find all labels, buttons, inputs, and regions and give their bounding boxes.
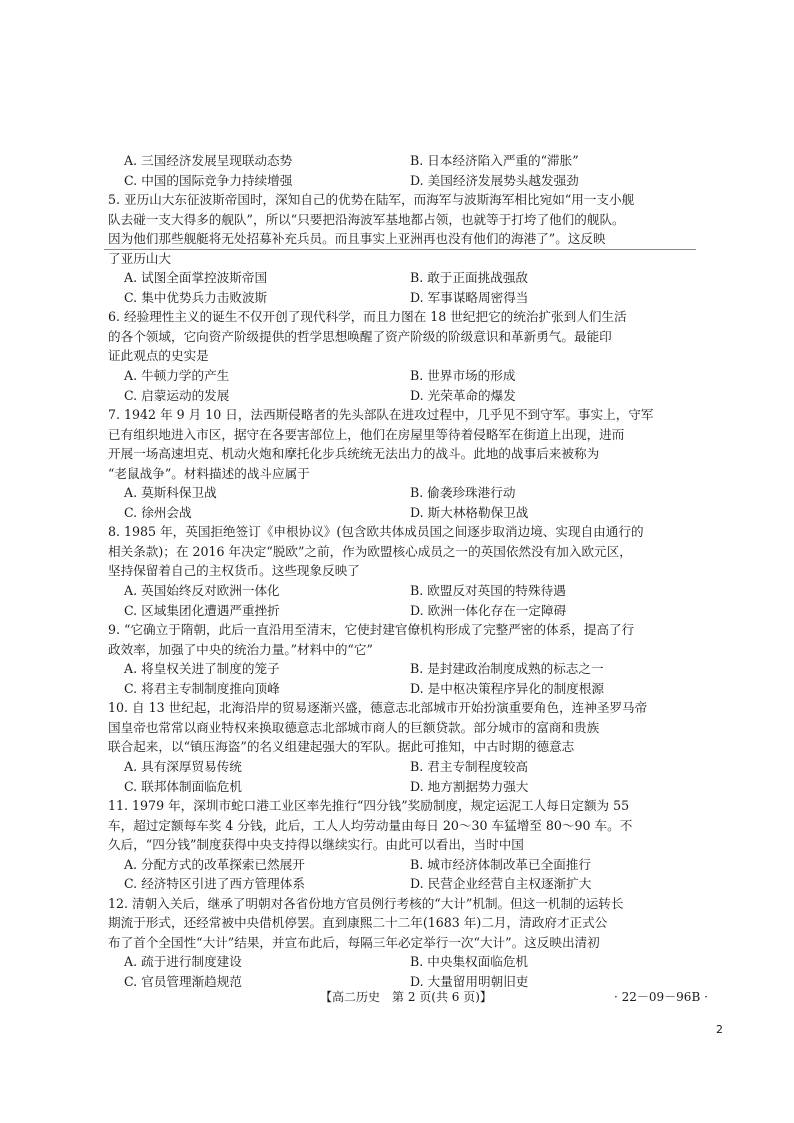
question-item — [108, 894, 692, 992]
question-content — [108, 151, 692, 992]
answer-option: B. 日本经济陷入严重的“滞胀” — [410, 153, 579, 168]
answer-option: D. 民营企业经营自主权逐渐扩大 — [410, 876, 592, 892]
question-item — [108, 307, 692, 405]
answer-option: A. 具有深厚贸易传统 — [124, 758, 242, 774]
question-stem-line: 队去碰一支大得多的舰队”，所以“只要把沿海波军基地都占领，也就等于打垮了他们的舰队。 — [108, 211, 625, 227]
question-stem-line: 开展一场高速坦克、机动火炮和摩托化步兵统统无法出力的战斗。此地的战事后来被称为 — [108, 446, 600, 462]
answer-option: D. 地方割据势力强大 — [410, 778, 529, 794]
footer-exam-code: · 22－09－96B · — [614, 990, 708, 1004]
question-stem-line: 的各个领域，它向资产阶级提供的哲学思想唤醒了资产阶级的阶级意识和革新勇气。最能印 — [108, 328, 612, 344]
answer-option: A. 英国始终反对欧洲一体化 — [124, 583, 280, 599]
answer-option: D. 美国经济发展势头越发强劲 — [410, 172, 579, 188]
footer-page-label: 【高二历史 第 2 页(共 6 页)】 — [320, 990, 492, 1004]
option-row — [108, 483, 692, 503]
answer-option: C. 区域集团化遭遇严重挫折 — [124, 602, 280, 618]
question-item — [108, 698, 692, 796]
question-stem-line: 5. 亚历山大东征波斯帝国时，深知自己的优势在陆军，而海军与波斯海军相比宛如“用一支小舰 — [108, 192, 635, 208]
answer-option: A. 分配方式的改革探索已然展开 — [124, 856, 305, 872]
answer-option: D. 大量留用明朝旧吏 — [410, 973, 529, 989]
option-row — [108, 581, 692, 601]
question-stem-line: 因为他们那些舰艇将无处招募补充兵员。而且事实上亚洲再也没有他们的海港了”。这反映 — [108, 231, 606, 247]
answer-option: C. 中国的国际竞争力持续增强 — [124, 172, 293, 188]
answer-option: C. 经济特区引进了西方管理体系 — [124, 876, 305, 892]
question-stem-line: 10. 自 13 世纪起，北海沿岸的贸易逐渐兴盛，德意志北部城市开始扮演重要角色，连神圣罗马帝 — [108, 700, 648, 716]
answer-option: A. 疏于进行制度建设 — [124, 954, 242, 970]
answer-option: B. 偷袭珍珠港行动 — [410, 485, 516, 501]
answer-option: C. 徐州会战 — [124, 504, 192, 520]
question-stem-line: 7. 1942 年 9 月 10 日，法西斯侵略者的先头部队在进攻过程中，几乎见不到守军。事实上，守军 — [108, 407, 654, 423]
question-item — [108, 190, 692, 307]
question-item — [108, 405, 692, 522]
option-row — [108, 874, 692, 894]
answer-option: A. 牛顿力学的产生 — [124, 368, 230, 384]
page-number: 2 — [716, 1023, 723, 1036]
answer-option: B. 中央集权面临危机 — [410, 954, 529, 970]
option-row — [108, 679, 692, 699]
answer-option: A. 试图全面掌控波斯帝国 — [124, 270, 268, 286]
question-item — [108, 796, 692, 894]
answer-option: C. 启蒙运动的发展 — [124, 387, 230, 403]
answer-option: A. 莫斯科保卫战 — [124, 485, 217, 501]
question-stem-line: 11. 1979 年，深圳市蛇口港工业区率先推行“四分钱”奖励制度，规定运泥工人每日定额为 55 — [108, 798, 630, 814]
question-item — [108, 522, 692, 620]
answer-option: C. 联邦体制面临危机 — [124, 778, 242, 794]
answer-option: B. 君主专制程度较高 — [410, 758, 529, 774]
answer-option: C. 将君主专制制度推向顶峰 — [124, 680, 280, 696]
question-stem-line: 6. 经验理性主义的诞生不仅开创了现代科学，而且力图在 18 世纪把它的统治扩张到人们生活 — [108, 309, 627, 325]
question-stem-line: 了亚历山大 — [108, 250, 171, 266]
option-row — [108, 366, 692, 386]
option-row — [108, 503, 692, 523]
question-item — [108, 620, 692, 698]
question-stem-line: 国皇帝也常常以商业特权来换取德意志北部城市商人的巨额贷款。部分城市的富商和贵族 — [108, 719, 600, 735]
answer-option: B. 城市经济体制改革已全面推行 — [410, 856, 591, 872]
question-stem-line: 相关条款)；在 2016 年决定“脱欧”之前，作为欧盟核心成员之一的英国依然没有加入欧元区， — [108, 543, 632, 559]
question-stem-line: 期流于形式，还经常被中央借机停罢。直到康熙二十二年(1683 年)二月，清政府才正式公 — [108, 915, 608, 931]
option-row — [108, 659, 692, 679]
option-row — [108, 386, 692, 406]
question-stem-line: “老鼠战争”。材料描述的战斗应属于 — [108, 465, 310, 481]
option-row — [108, 288, 692, 308]
question-stem-line: 已有组织地进入市区，据守在各要害部位上，他们在房屋里等待着侵略军在街道上出现，进而 — [108, 426, 625, 442]
question-stem-line: 9. “它确立于隋朝，此后一直沿用至清末，它使封建官僚机构形成了完整严密的体系，提高了行 — [108, 622, 635, 638]
option-row — [108, 171, 692, 191]
answer-option: D. 斯大林格勒保卫战 — [410, 504, 529, 520]
answer-option: B. 世界市场的形成 — [410, 368, 516, 384]
page-footer — [0, 987, 794, 1007]
question-stem-line: 12. 清朝入关后，继承了明朝对各省份地方官员例行考核的“大计”机制。但这一机制的运转长 — [108, 895, 624, 911]
option-row — [108, 151, 692, 171]
answer-option: D. 光荣革命的爆发 — [410, 387, 516, 403]
question-stem-line: 坚持保留着自己的主权货币。这些现象反映了 — [108, 563, 360, 579]
option-row — [108, 952, 692, 972]
option-row — [108, 757, 692, 777]
question-stem-line: 布了首个全国性“大计”结果，并宣布此后，每隔三年必定举行一次“大计”。这反映出清初 — [108, 934, 600, 950]
answer-option: D. 军事谋略周密得当 — [410, 289, 529, 305]
answer-option: B. 欧盟反对英国的特殊待遇 — [410, 583, 566, 599]
option-row — [108, 601, 692, 621]
answer-option: A. 三国经济发展呈现联动态势 — [124, 153, 293, 168]
option-row — [108, 268, 692, 288]
question-stem-line: 联合起来，以“镇压海盗”的名义组建起强大的军队。据此可推知，中古时期的德意志 — [108, 739, 575, 755]
question-stem-line: 久后，“四分钱”制度获得中央支持得以继续实行。由此可以看出，当时中国 — [108, 837, 524, 853]
answer-option: A. 将皇权关进了制度的笼子 — [124, 661, 280, 677]
option-row — [108, 855, 692, 875]
answer-option: C. 集中优势兵力击败波斯 — [124, 289, 268, 305]
answer-option: D. 欧洲一体化存在一定障碍 — [410, 602, 567, 618]
carryover-options — [108, 151, 692, 190]
question-stem-line: 政效率，加强了中央的统治力量。”材料中的“它” — [108, 641, 373, 657]
answer-option: D. 是中枢决策程序异化的制度根源 — [410, 680, 604, 696]
answer-option: C. 官员管理渐趋规范 — [124, 973, 242, 989]
answer-option: B. 敢于正面挑战强敌 — [410, 270, 529, 286]
answer-option: B. 是封建政治制度成熟的标志之一 — [410, 661, 604, 677]
question-stem-line: 证此观点的史实是 — [108, 348, 209, 364]
question-stem-line: 车，超过定额每车奖 4 分钱，此后，工人人均劳动量由每日 20～30 车猛增至 80～90 车。不 — [108, 817, 633, 833]
question-stem-line: 8. 1985 年，英国拒绝签订《申根协议》(包含欧共体成员国之间逐步取消边境、实现自由通行的 — [108, 524, 644, 540]
option-row — [108, 777, 692, 797]
